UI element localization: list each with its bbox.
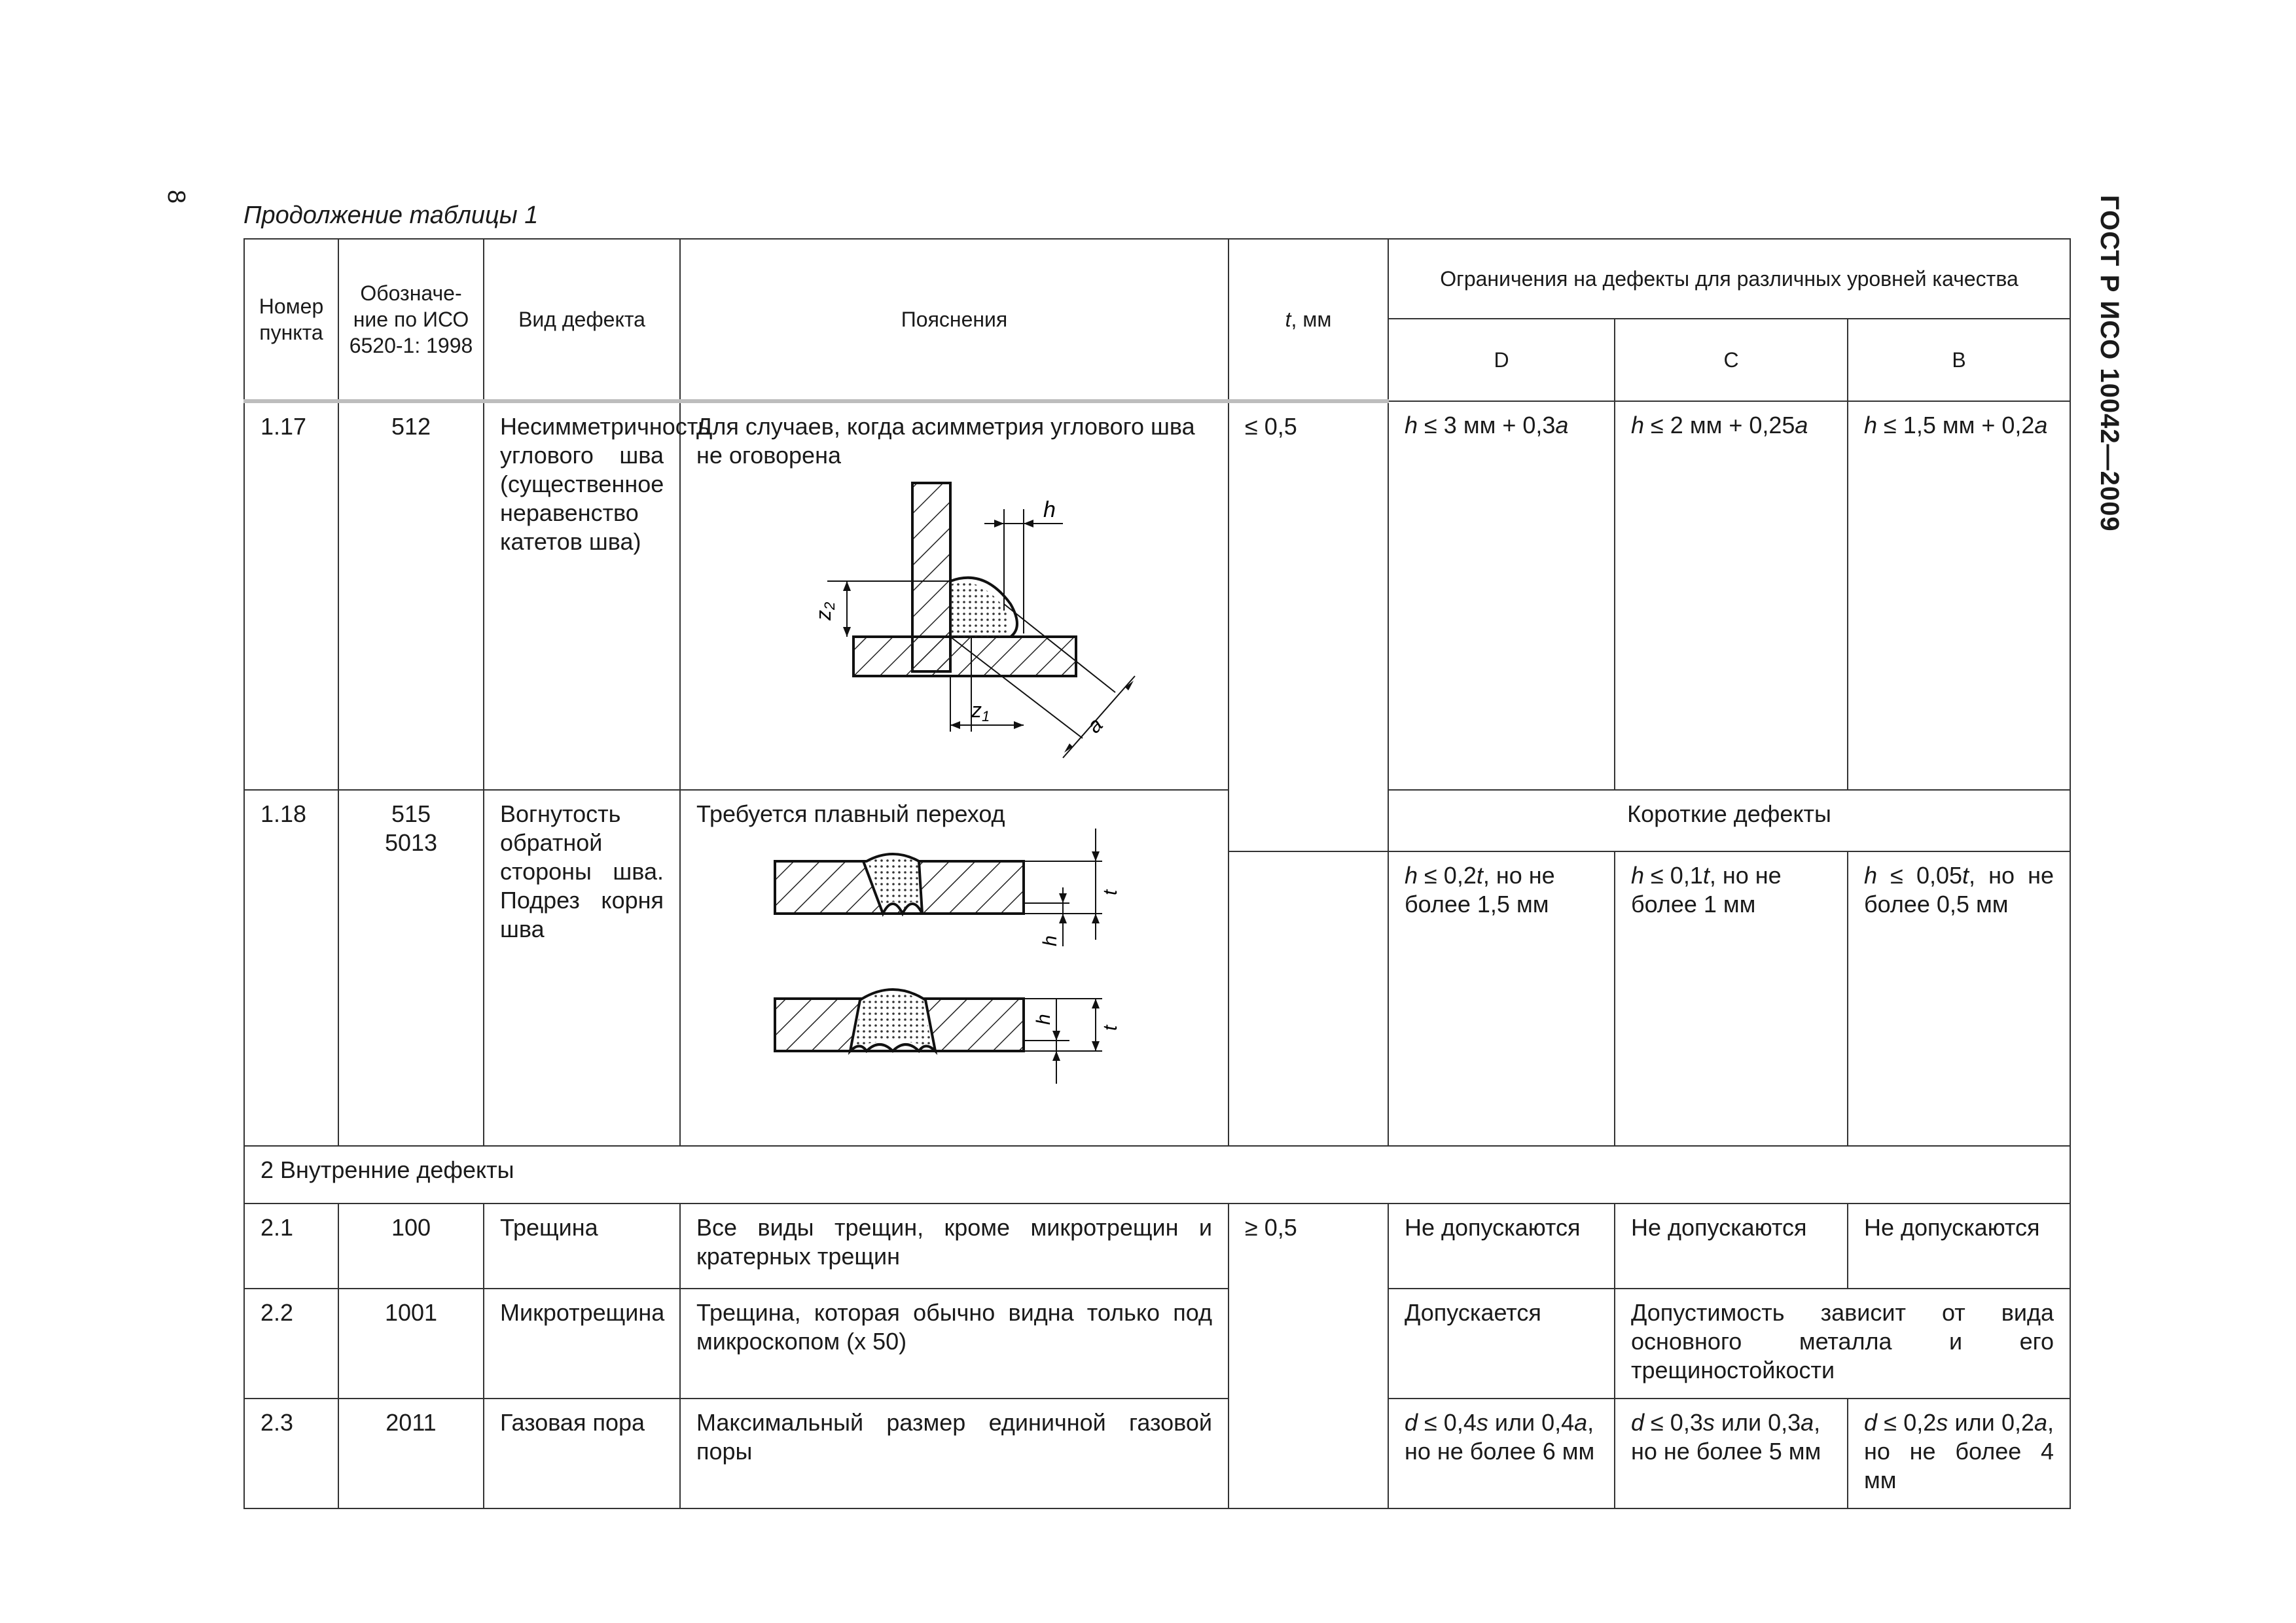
cell-b: h ≤ 1,5 мм + 0,2a — [1848, 401, 2070, 790]
note-text: Требуется плавный переход — [696, 800, 1005, 827]
cell-t-empty — [1229, 851, 1388, 1146]
cell-num: 2.1 — [244, 1204, 338, 1289]
cell-t-group2: ≥ 0,5 — [1229, 1204, 1388, 1508]
cell-cb: Допустимость зависит от вида основного металла и его трещиностойкости — [1615, 1289, 2070, 1399]
short-defects-label: Короткие дефекты — [1388, 790, 2070, 851]
note-text: Для случаев, когда асимметрия углового шва не оговорена — [696, 413, 1195, 469]
cell-kind: Трещина — [484, 1204, 680, 1289]
header-num: Номер пункта — [244, 239, 338, 401]
root-concavity-figure — [696, 829, 1207, 1116]
cell-kind: Несимметричность углового шва (существенное неравенство катетов шва) — [484, 401, 680, 790]
table-row-2-1 — [244, 1204, 2070, 1289]
header-limits: Ограничения на дефекты для различных уровней качества — [1388, 239, 2070, 319]
table-row-1-17 — [244, 401, 2070, 790]
cell-num: 2.2 — [244, 1289, 338, 1399]
cell-num: 1.18 — [244, 790, 338, 1146]
cell-iso: 100 — [338, 1204, 484, 1289]
label-a: a — [1082, 712, 1107, 738]
cell-note: Трещина, которая обычно видна только под микроскопом (x 50) — [680, 1289, 1229, 1399]
label-z1: z1 — [971, 698, 990, 724]
header-kind: Вид дефекта — [484, 239, 680, 401]
cell-t-group1: ≤ 0,5 — [1229, 401, 1388, 851]
header-level-b: B — [1848, 319, 2070, 401]
cell-num: 1.17 — [244, 401, 338, 790]
header-row-1 — [244, 239, 2070, 319]
table-row-1-18 — [244, 790, 2070, 851]
header-level-c: C — [1615, 319, 1848, 401]
cell-iso: 2011 — [338, 1399, 484, 1508]
label-h-lower: h — [1033, 1014, 1054, 1025]
cell-num: 2.3 — [244, 1399, 338, 1508]
defects-table — [243, 238, 2071, 1509]
cell-d: h ≤ 3 мм + 0,3a — [1388, 401, 1615, 790]
cell-c: Не допускаются — [1615, 1204, 1848, 1289]
page-number: 8 — [162, 190, 190, 204]
cell-b: Не допускаются — [1848, 1204, 2070, 1289]
cell-kind: Газовая пора — [484, 1399, 680, 1508]
cell-iso: 512 — [338, 401, 484, 790]
fillet-weld-asymmetry-figure — [696, 470, 1207, 777]
cell-c: d ≤ 0,3s или 0,3a, но не более 5 мм — [1615, 1399, 1848, 1508]
cell-d: Не допускаются — [1388, 1204, 1615, 1289]
cell-iso: 1001 — [338, 1289, 484, 1399]
standard-title: ГОСТ Р ИСО 10042—2009 — [2095, 195, 2124, 532]
cell-kind: Вогнутость обратной стороны шва. Подрез корня шва — [484, 790, 680, 1146]
table-row-2-2 — [244, 1289, 2070, 1399]
cell-note: Все виды трещин, кроме микротрещин и кратерных трещин — [680, 1204, 1229, 1289]
cell-note — [680, 401, 1229, 790]
cell-c: h ≤ 0,1t, но не более 1 мм — [1615, 851, 1848, 1146]
cell-note: Максимальный размер единичной газовой поры — [680, 1399, 1229, 1508]
label-t-lower: t — [1100, 1025, 1121, 1031]
cell-kind: Микротрещина — [484, 1289, 680, 1399]
section-title: 2 Внутренние дефекты — [244, 1146, 2070, 1204]
cell-iso: 515 5013 — [338, 790, 484, 1146]
cell-d: d ≤ 0,4s или 0,4a, но не более 6 мм — [1388, 1399, 1615, 1508]
section-row-internal-defects — [244, 1146, 2070, 1204]
cell-c: h ≤ 2 мм + 0,25a — [1615, 401, 1848, 790]
cell-note — [680, 790, 1229, 1146]
header-notes: Пояснения — [680, 239, 1229, 401]
cell-b: d ≤ 0,2s или 0,2a, но не более 4 мм — [1848, 1399, 2070, 1508]
table-caption: Продолжение таблицы 1 — [243, 202, 539, 229]
header-t: t, мм — [1229, 239, 1388, 401]
cell-d: h ≤ 0,2t, но не более 1,5 мм — [1388, 851, 1615, 1146]
label-t-upper: t — [1100, 889, 1121, 895]
cell-d: Допускается — [1388, 1289, 1615, 1399]
cell-b: h ≤ 0,05t, но не более 0,5 мм — [1848, 851, 2070, 1146]
label-h-upper: h — [1039, 935, 1061, 946]
table-row-2-3 — [244, 1399, 2070, 1508]
header-iso: Обозначе- ние по ИСО 6520-1: 1998 — [338, 239, 484, 401]
label-h: h — [1043, 497, 1056, 522]
label-z2: z2 — [812, 601, 838, 620]
header-level-d: D — [1388, 319, 1615, 401]
